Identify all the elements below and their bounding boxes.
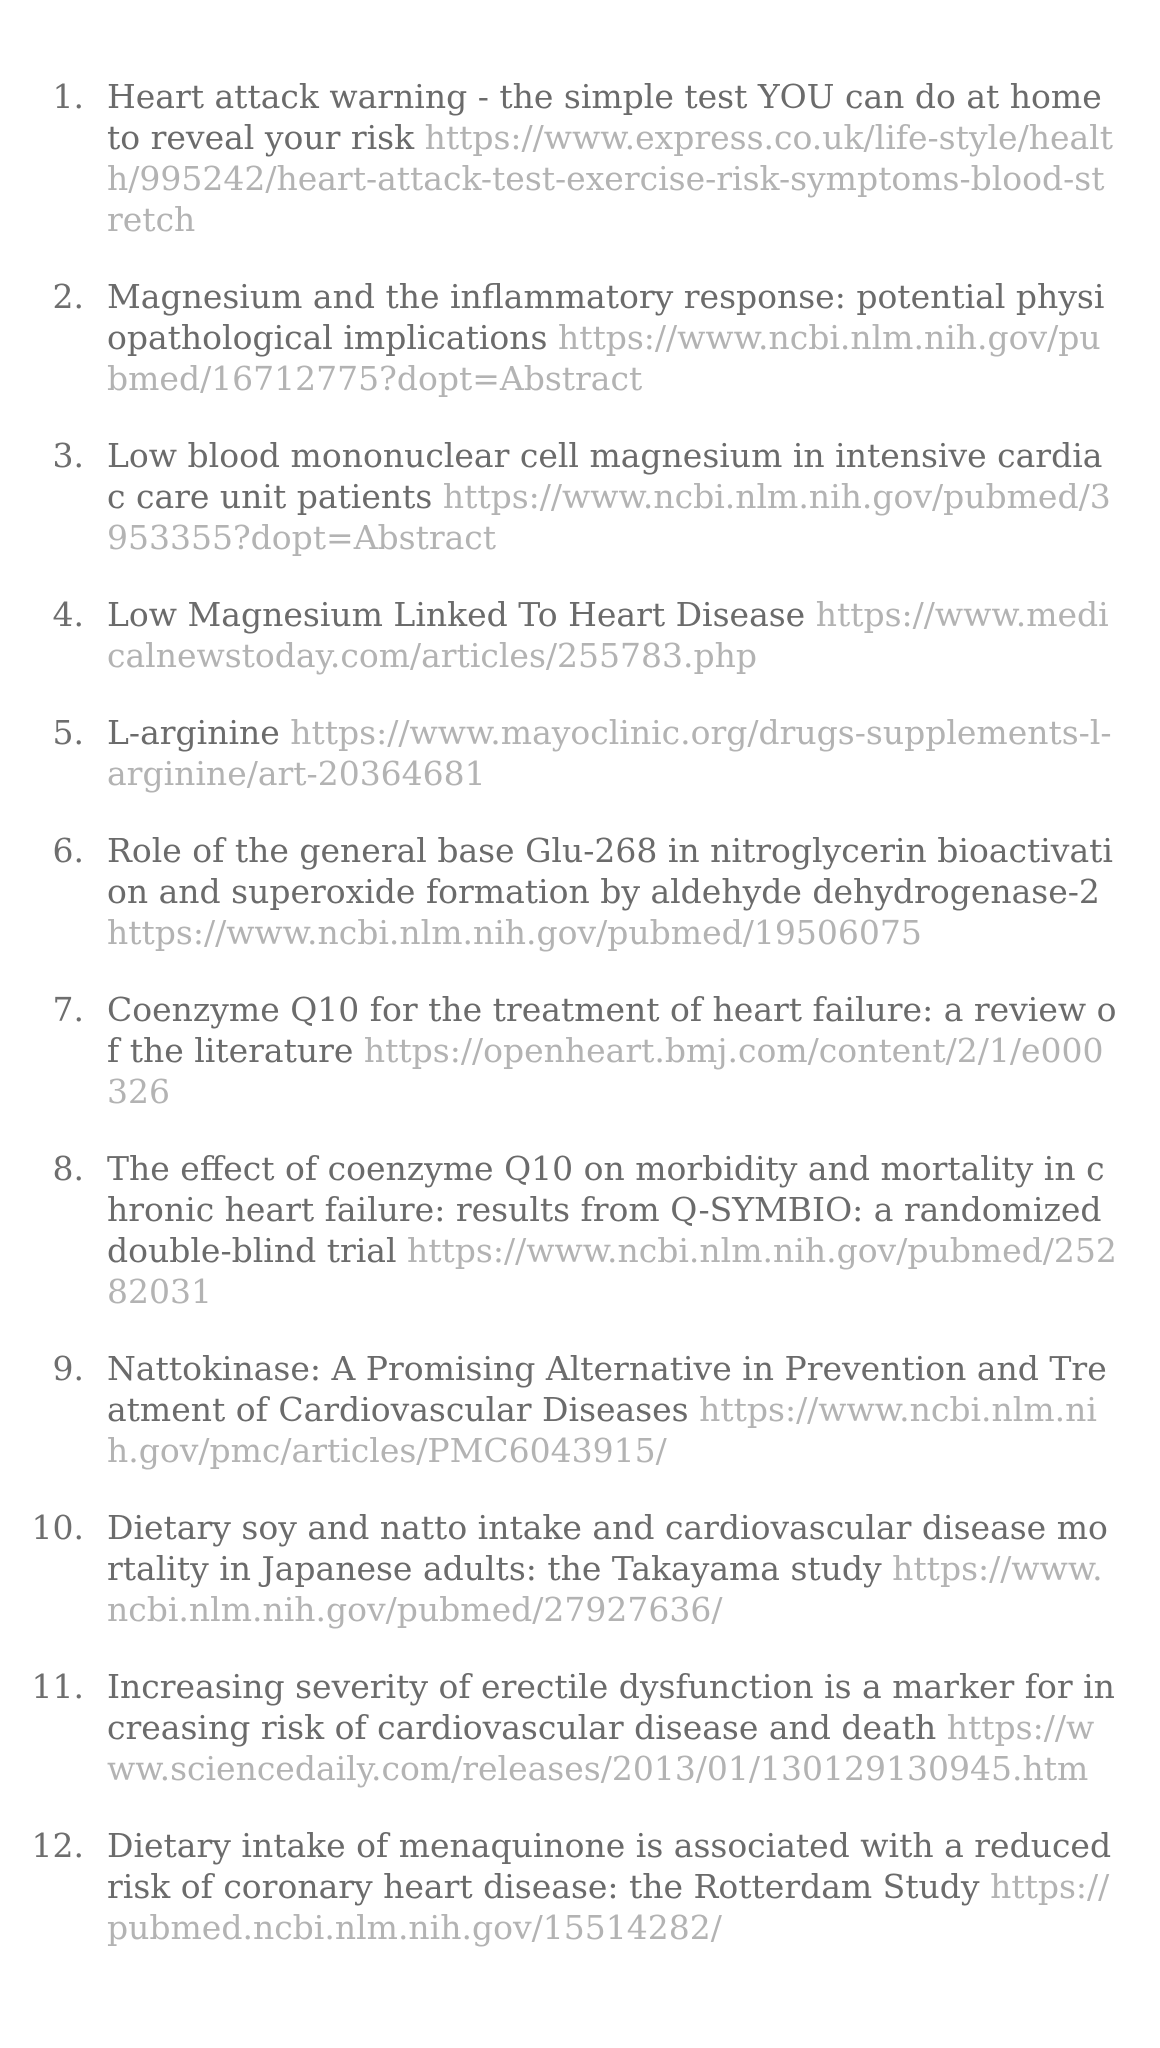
reference-title: Role of the general base Glu-268 in nitroglycerin bioactivation and superoxide formation by aldehyde dehydrogenase-2 xyxy=(107,831,1113,911)
reference-number: 6. xyxy=(52,831,84,870)
reference-link[interactable]: https://www.ncbi.nlm.nih.gov/pubmed/19506075 xyxy=(107,913,922,952)
reference-link[interactable]: https://www.ncbi.nlm.nih.gov/pubmed/25282031 xyxy=(107,1231,1117,1311)
reference-title: The effect of coenzyme Q10 on morbidity and mortality in chronic heart failure: results from Q-SYMBIO: a randomized double-blind trial xyxy=(107,1149,1105,1270)
reference-number: 9. xyxy=(52,1349,84,1388)
reference-link[interactable]: https://www.ncbi.nlm.nih.gov/pmc/articles/PMC6043915/ xyxy=(107,1390,1097,1470)
reference-item xyxy=(0,435,1160,558)
reference-number: 12. xyxy=(31,1826,84,1865)
reference-title: Coenzyme Q10 for the treatment of heart failure: a review of the literature xyxy=(107,990,1117,1070)
reference-link[interactable]: https://www.ncbi.nlm.nih.gov/pubmed/3953355?dopt=Abstract xyxy=(107,477,1111,557)
reference-title: Increasing severity of erectile dysfunction is a marker for increasing risk of cardiovascular disease and death xyxy=(107,1667,1115,1747)
reference-item xyxy=(0,1148,1160,1312)
reference-item xyxy=(0,276,1160,399)
reference-number: 1. xyxy=(52,77,84,116)
reference-item xyxy=(0,989,1160,1112)
reference-link[interactable]: https://www.express.co.uk/life-style/health/995242/heart-attack-test-exercise-risk-symptoms-blood-stretch xyxy=(107,118,1113,239)
reference-item xyxy=(0,76,1160,240)
reference-link[interactable]: https://www.sciencedaily.com/releases/2013/01/130129130945.htm xyxy=(107,1708,1095,1788)
reference-list xyxy=(0,76,1160,1984)
reference-number: 10. xyxy=(31,1508,84,1547)
reference-link[interactable]: https://www.ncbi.nlm.nih.gov/pubmed/16712775?dopt=Abstract xyxy=(107,318,1101,398)
reference-item xyxy=(0,594,1160,676)
reference-number: 8. xyxy=(52,1149,84,1188)
reference-number: 2. xyxy=(52,277,84,316)
reference-title: L-arginine xyxy=(107,713,291,752)
reference-number: 3. xyxy=(52,436,84,475)
reference-item xyxy=(0,1825,1160,1948)
reference-item xyxy=(0,712,1160,794)
reference-link[interactable]: https://www.ncbi.nlm.nih.gov/pubmed/27927636/ xyxy=(107,1549,1103,1629)
reference-title: Low Magnesium Linked To Heart Disease xyxy=(107,595,816,634)
reference-link[interactable]: https://www.medicalnewstoday.com/articles/255783.php xyxy=(107,595,1109,675)
reference-title: Dietary soy and natto intake and cardiovascular disease mortality in Japanese adults: the Takayama study xyxy=(107,1508,1108,1588)
reference-item xyxy=(0,1348,1160,1471)
reference-item xyxy=(0,830,1160,953)
reference-number: 5. xyxy=(52,713,84,752)
reference-title: Dietary intake of menaquinone is associated with a reduced risk of coronary heart disease: the Rotterdam Study xyxy=(107,1826,1112,1906)
reference-title: Nattokinase: A Promising Alternative in Prevention and Treatment of Cardiovascular Diseases xyxy=(107,1349,1107,1429)
reference-item xyxy=(0,1507,1160,1630)
reference-link[interactable]: https://openheart.bmj.com/content/2/1/e000326 xyxy=(107,1031,1104,1111)
reference-item xyxy=(0,1666,1160,1789)
reference-number: 7. xyxy=(52,990,84,1029)
reference-number: 11. xyxy=(31,1667,84,1706)
reference-link[interactable]: https://pubmed.ncbi.nlm.nih.gov/15514282/ xyxy=(107,1867,1110,1947)
reference-title: Magnesium and the inflammatory response: potential physiopathological implications xyxy=(107,277,1105,357)
reference-title: Heart attack warning - the simple test YOU can do at home to reveal your risk xyxy=(107,77,1102,157)
reference-link[interactable]: https://www.mayoclinic.org/drugs-supplements-l-arginine/art-20364681 xyxy=(107,713,1112,793)
reference-number: 4. xyxy=(52,595,84,634)
reference-title: Low blood mononuclear cell magnesium in intensive cardiac care unit patients xyxy=(107,436,1103,516)
